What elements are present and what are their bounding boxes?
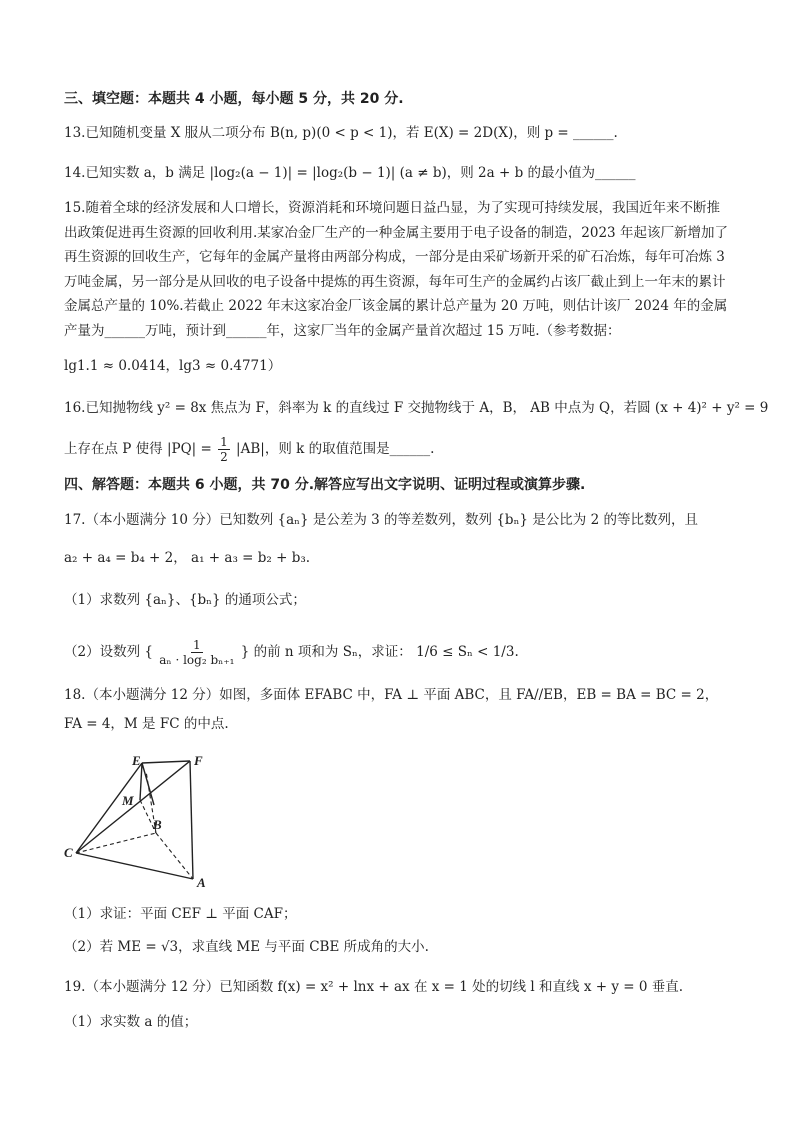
label-A: A [197,875,206,890]
question-17-part2-text-b: } 的前 n 项和为 Sₙ，求证： [240,644,412,660]
edge-E-to-M [140,763,142,800]
series-term-numerator: 1 [193,638,201,652]
question-17-part2-text-a: （2）设数列 { [64,644,153,660]
question-17-conditions: a₂ + a₄ = b₄ + 2， a₁ + a₃ = b₂ + b₃. [64,550,311,566]
question-13: 13.已知随机变量 X 服从二项分布 B(n, p)(0 < p < 1)，若 E(X) = 2D(X)，则 p = ______. [64,125,618,141]
question-16-line1: 16.已知抛物线 y² = 8x 焦点为 F，斜率为 k 的直线过 F 交抛物线于 A，B， AB 中点为 Q，若圆 (x + 4)² + y² = 9 [64,400,769,416]
question-17-inequality: 1/6 ≤ Sₙ < 1/3. [416,644,519,660]
question-19-intro: 19.（本小题满分 12 分）已知函数 f(x) = x² + lnx + ax 在 x = 1 处的切线 l 和直线 x + y = 0 垂直. [64,979,684,995]
question-18-conditions: FA = 4，M 是 FC 的中点. [64,716,229,732]
half-fraction [218,435,230,464]
edge-EF [142,761,190,763]
polyhedron-figure [60,745,220,895]
series-term-fraction [159,638,234,667]
half-denominator: 2 [220,450,228,464]
label-B: B [153,817,162,832]
question-16-text-a: 上存在点 P 使得 |PQ| = [64,441,212,457]
half-numerator: 1 [220,435,228,449]
question-17-part2 [64,638,519,667]
question-17-part1: （1）求数列 {aₙ}、{bₙ} 的通项公式； [64,592,306,608]
section4-heading: 四、解答题：本题共 6 小题，共 70 分.解答应写出文字说明、证明过程或演算步骤. [64,477,586,493]
edge-FA [190,761,193,879]
question-16-line2 [64,435,434,464]
label-F: F [194,753,203,768]
question-15: 15.随着全球的经济发展和人口增长，资源消耗和环境问题日益凸显，为了实现可持续发展，我国近年来不断推出政策促进再生资源的回收利用.某家冶金厂生产的一种金属主要用于电子设备的制造，2023 年起该厂新增加了再生资源的回收生产，它每年的金属产量将由两部分构成，一部分是由采矿场新开采的矿石冶炼，每年可冶炼 3 万吨金属，另一部分是从回收的电子设备中提炼的再生资源，每年可生产的金属约占该厂截止到上一年末的累计金属总产量的 10%.若截止 2022 年末这家冶金厂该金属的累计总产量为 20 万吨，则估计该厂 2024 年的金属产量为______万吨，预计到______年，这家厂当年的金属产量首次超过 15 万吨.（参考数据： [64,200,728,339]
section3-heading: 三、填空题：本题共 4 小题，每小题 5 分，共 20 分. [64,91,404,107]
question-18-part2: （2）若 ME = √3，求直线 ME 与平面 CBE 所成角的大小. [64,939,429,955]
series-term-denominator: aₙ · log₂ bₙ₊₁ [159,653,235,667]
label-E: E [132,753,141,768]
question-18-intro: 18.（本小题满分 12 分）如图，多面体 EFABC 中，FA ⊥ 平面 ABC，且 FA//EB，EB = BA = BC = 2， [64,687,719,703]
question-18-part1: （1）求证：平面 CEF ⊥ 平面 CAF； [64,906,297,922]
question-15-reference: lg1.1 ≈ 0.0414，lg3 ≈ 0.4771） [64,358,282,374]
label-M: M [122,793,134,808]
question-19-part1: （1）求实数 a 的值； [64,1014,198,1030]
question-17-intro: 17.（本小题满分 10 分）已知数列 {aₙ} 是公差为 3 的等差数列，数列 {bₙ} 是公比为 2 的等比数列，且 [64,512,698,528]
question-14: 14.已知实数 a，b 满足 |log₂(a − 1)| = |log₂(b − 1)| (a ≠ b)，则 2a + b 的最小值为______ [64,165,636,181]
label-C: C [64,845,73,860]
question-16-text-b: |AB|，则 k 的取值范围是______. [236,441,435,457]
